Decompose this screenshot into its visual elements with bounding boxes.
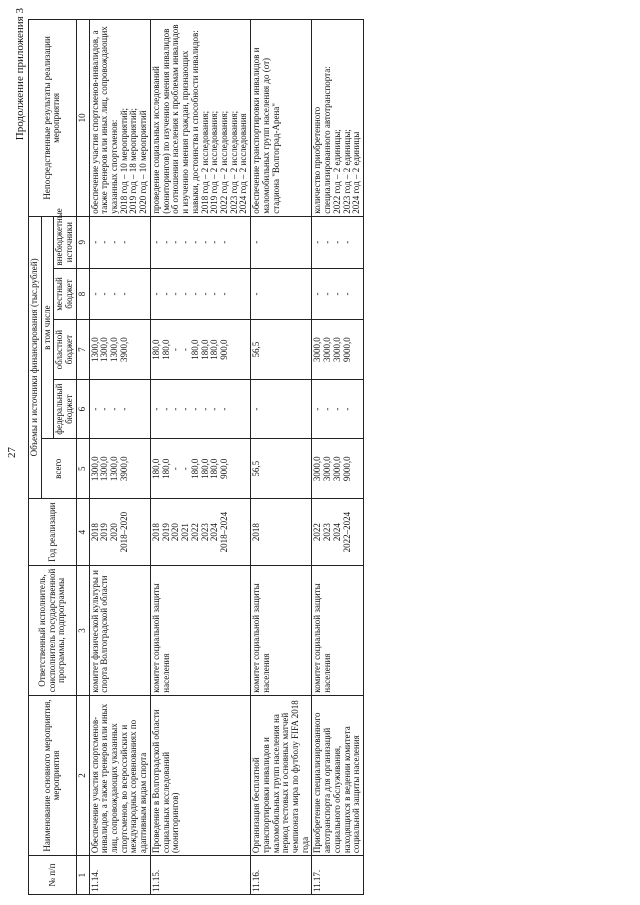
header-row-1 — [29, 20, 42, 895]
page-number: 27 — [6, 447, 18, 458]
row-total: 3000,0 3000,0 3000,0 9000,0 — [312, 439, 364, 499]
row-years: 2018 2019 2020 2018–2020 — [89, 498, 150, 565]
row-name: Организация бесплатной транспортировки инвалидов и маломобильных групп населения на период тестовых и основных матчей чемпионата мира по футболу FIFA 2018 года — [251, 695, 312, 855]
row-executor: комитет социальной защиты населения — [150, 566, 250, 695]
row-num: 11.17. — [312, 856, 364, 895]
header-federal: федеральный бюджет — [54, 379, 76, 439]
table-row — [312, 20, 364, 895]
row-regional: 3000,0 3000,0 3000,0 9000,0 — [312, 320, 364, 380]
col-number: 9 — [76, 216, 89, 268]
row-regional: 56,5 — [251, 320, 312, 380]
row-name: Проведение в Волгоградской области социальных исследований (мониторингов) — [150, 695, 250, 855]
col-number: 8 — [76, 268, 89, 320]
row-extra: - - - - - - - - — [150, 216, 250, 268]
row-name: Приобретение специализированного автотранспорта для организаций социального обслуживания, находящихся в ведении комитета социальной защиты населения — [312, 695, 364, 855]
row-total: 1300,0 1300,0 1300,0 3900,0 — [89, 439, 150, 499]
col-number: 3 — [76, 566, 89, 695]
header-extra: внебюджетные источники — [54, 216, 76, 268]
header-name: Наименование основного мероприятия, мероприятия — [29, 695, 77, 855]
col-number: 10 — [76, 20, 89, 217]
header-local: местный бюджет — [54, 268, 76, 320]
col-number: 2 — [76, 695, 89, 855]
col-number: 5 — [76, 439, 89, 499]
row-regional: 1300,0 1300,0 1300,0 3900,0 — [89, 320, 150, 380]
table-row — [150, 20, 250, 895]
row-regional: 180,0 180,0 - - 180,0 180,0 180,0 900,0 — [150, 320, 250, 380]
row-total: 180,0 180,0 - - 180,0 180,0 180,0 900,0 — [150, 439, 250, 499]
continuation-caption: Продолжение приложения 3 — [14, 8, 26, 141]
row-local: - - - - - - - - — [150, 268, 250, 320]
row-federal: - - - - — [312, 379, 364, 439]
header-incl: в том числе — [41, 216, 54, 439]
col-number: 1 — [76, 856, 89, 895]
row-result: обеспечение участия спортсменов-инвалидов, а также тренеров или иных лиц, сопровождающих указанных спортсменов: 2018 год – 10 мероприятий; 2019 год – 18 мероприятий; 2020 год – 10 мероприятий — [89, 20, 150, 217]
row-executor: комитет физической культуры и спорта Волгоградской области — [89, 566, 150, 695]
program-table — [28, 19, 364, 895]
row-years: 2022 2023 2024 2022–2024 — [312, 498, 364, 565]
row-result: проведение социальных исследований (мониторингов) по изучению мнения инвалидов об отношении населения к проблемам инвалидов и изучению мнения граждан, признающих навыки, достоинства и способности инвалидов: 2018 год – 2 исследования; 2019 год – 2 исследования; 2022 год – 2 исследования; 2023 год – 2 исследования; 2024 год – 2 исследования — [150, 20, 250, 217]
column-number-row — [76, 20, 89, 895]
row-extra: - - - - — [89, 216, 150, 268]
row-local: - - - - — [312, 268, 364, 320]
row-num: 11.15. — [150, 856, 250, 895]
row-name: Обеспечение участия спортсменов-инвалидов, а также тренеров или иных лиц, сопровождающих указанных спортсменов, во всероссийских и международных соревнованиях по адаптивным видам спорта — [89, 695, 150, 855]
header-num: № п/п — [29, 856, 77, 895]
col-number: 4 — [76, 498, 89, 565]
row-executor: комитет социальной защиты населения — [251, 566, 312, 695]
table-row — [251, 20, 312, 895]
col-number: 6 — [76, 379, 89, 439]
row-executor: комитет социальной защиты населения — [312, 566, 364, 695]
row-result: обеспечение транспортировки инвалидов и маломобильных групп населения до (от) стадиона "Волгоград-Арена" — [251, 20, 312, 217]
row-federal: - - - - - - - - — [150, 379, 250, 439]
row-num: 11.16. — [251, 856, 312, 895]
row-years: 2018 — [251, 498, 312, 565]
row-extra: - — [251, 216, 312, 268]
header-year: Год реализации — [29, 498, 77, 565]
header-executor: Ответственный исполнитель, соисполнитель государственной программы, подпрограммы — [29, 566, 77, 695]
row-num: 11.14. — [89, 856, 150, 895]
row-result: количество приобретенного специализированного автотранспорта: 2022 год – 2 единицы; 2023 год – 2 единицы; 2024 год – 2 единицы — [312, 20, 364, 217]
header-total: всего — [41, 439, 76, 499]
row-local: - — [251, 268, 312, 320]
row-local: - - - - — [89, 268, 150, 320]
table-row — [89, 20, 150, 895]
row-years: 2018 2019 2020 2021 2022 2023 2024 2018–2024 — [150, 498, 250, 565]
row-total: 56,5 — [251, 439, 312, 499]
row-extra: - - - - — [312, 216, 364, 268]
header-regional: областной бюджет — [54, 320, 76, 380]
col-number: 7 — [76, 320, 89, 380]
row-federal: - — [251, 379, 312, 439]
header-funding: Объемы и источники финансирования (тыс.рублей) — [29, 216, 42, 498]
header-results: Непосредственные результаты реализации мероприятия — [29, 20, 77, 217]
row-federal: - - - - — [89, 379, 150, 439]
